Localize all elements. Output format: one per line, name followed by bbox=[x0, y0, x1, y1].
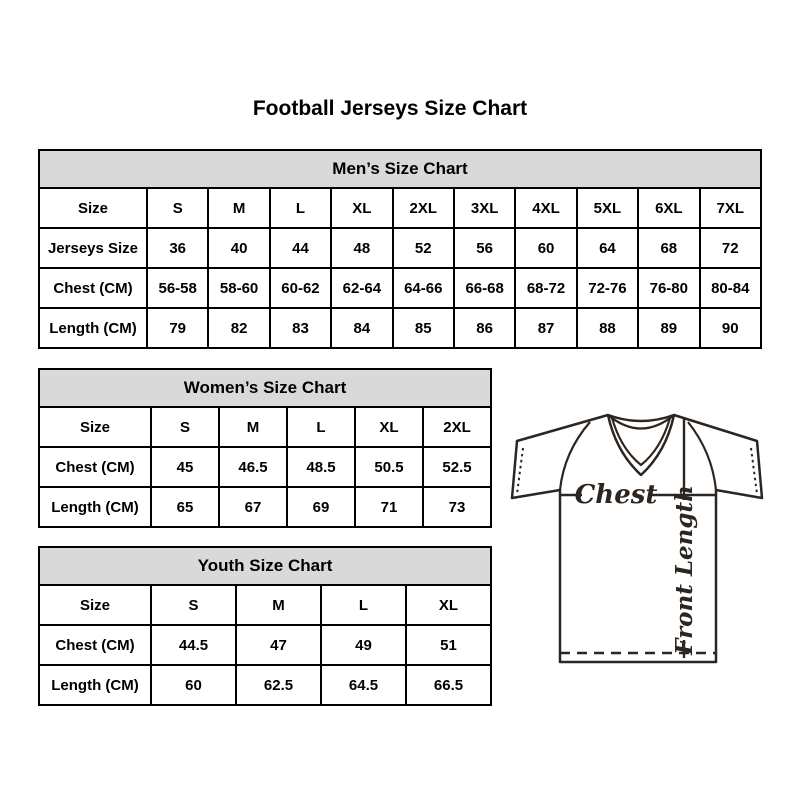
table-title: Youth Size Chart bbox=[39, 547, 491, 585]
cell-value: 73 bbox=[423, 487, 491, 527]
cell-value: 7XL bbox=[700, 188, 761, 228]
cell-value: 62-64 bbox=[331, 268, 392, 308]
cell-value: 58-60 bbox=[208, 268, 269, 308]
mens-size-table bbox=[38, 149, 762, 349]
row-label: Chest (CM) bbox=[39, 268, 147, 308]
cell-value: 5XL bbox=[577, 188, 638, 228]
cell-value: 60-62 bbox=[270, 268, 331, 308]
cell-value: 2XL bbox=[393, 188, 454, 228]
table-row bbox=[39, 625, 491, 665]
cell-value: M bbox=[219, 407, 287, 447]
cell-value: 47 bbox=[236, 625, 321, 665]
cell-value: L bbox=[321, 585, 406, 625]
cell-value: S bbox=[151, 407, 219, 447]
cell-value: 79 bbox=[147, 308, 208, 348]
cell-value: XL bbox=[331, 188, 392, 228]
womens-size-table bbox=[38, 368, 492, 528]
cell-value: 69 bbox=[287, 487, 355, 527]
row-label: Length (CM) bbox=[39, 308, 147, 348]
cell-value: 72 bbox=[700, 228, 761, 268]
cell-value: 65 bbox=[151, 487, 219, 527]
youth-size-table-grid bbox=[38, 546, 492, 706]
cell-value: M bbox=[236, 585, 321, 625]
table-row bbox=[39, 308, 761, 348]
mens-size-table-grid bbox=[38, 149, 762, 349]
womens-size-table-grid bbox=[38, 368, 492, 528]
cell-value: 45 bbox=[151, 447, 219, 487]
cell-value: S bbox=[151, 585, 236, 625]
cell-value: 90 bbox=[700, 308, 761, 348]
cell-value: 68 bbox=[638, 228, 699, 268]
row-label: Length (CM) bbox=[39, 487, 151, 527]
cell-value: 52.5 bbox=[423, 447, 491, 487]
table-title: Men’s Size Chart bbox=[39, 150, 761, 188]
chest-label: Chest bbox=[574, 480, 658, 510]
cell-value: 66.5 bbox=[406, 665, 491, 705]
cell-value: 6XL bbox=[638, 188, 699, 228]
cell-value: L bbox=[270, 188, 331, 228]
jersey-measurement-diagram bbox=[504, 402, 776, 694]
table-row bbox=[39, 487, 491, 527]
cell-value: 49 bbox=[321, 625, 406, 665]
table-title: Women’s Size Chart bbox=[39, 369, 491, 407]
table-row bbox=[39, 188, 761, 228]
cell-value: 62.5 bbox=[236, 665, 321, 705]
cell-value: M bbox=[208, 188, 269, 228]
table-row bbox=[39, 268, 761, 308]
cell-value: 3XL bbox=[454, 188, 515, 228]
cell-value: 67 bbox=[219, 487, 287, 527]
cell-value: 56-58 bbox=[147, 268, 208, 308]
cell-value: 76-80 bbox=[638, 268, 699, 308]
cell-value: 50.5 bbox=[355, 447, 423, 487]
front-length-label: Front Length bbox=[671, 485, 698, 655]
cell-value: 2XL bbox=[423, 407, 491, 447]
row-label: Chest (CM) bbox=[39, 447, 151, 487]
cell-value: 89 bbox=[638, 308, 699, 348]
cell-value: 4XL bbox=[515, 188, 576, 228]
cell-value: 82 bbox=[208, 308, 269, 348]
table-row bbox=[39, 228, 761, 268]
cell-value: 87 bbox=[515, 308, 576, 348]
cell-value: XL bbox=[406, 585, 491, 625]
cell-value: 56 bbox=[454, 228, 515, 268]
youth-size-table bbox=[38, 546, 492, 706]
cell-value: 64.5 bbox=[321, 665, 406, 705]
cell-value: 52 bbox=[393, 228, 454, 268]
cell-value: 72-76 bbox=[577, 268, 638, 308]
cell-value: 51 bbox=[406, 625, 491, 665]
cell-value: 40 bbox=[208, 228, 269, 268]
cell-value: L bbox=[287, 407, 355, 447]
row-label: Chest (CM) bbox=[39, 625, 151, 665]
row-label: Length (CM) bbox=[39, 665, 151, 705]
cell-value: 83 bbox=[270, 308, 331, 348]
cell-value: 36 bbox=[147, 228, 208, 268]
cell-value: 60 bbox=[515, 228, 576, 268]
table-row bbox=[39, 447, 491, 487]
table-header-row bbox=[39, 369, 491, 407]
table-row bbox=[39, 665, 491, 705]
table-row bbox=[39, 407, 491, 447]
cell-value: 64 bbox=[577, 228, 638, 268]
table-header-row bbox=[39, 150, 761, 188]
row-label: Size bbox=[39, 585, 151, 625]
cell-value: 68-72 bbox=[515, 268, 576, 308]
cell-value: 46.5 bbox=[219, 447, 287, 487]
cell-value: 85 bbox=[393, 308, 454, 348]
cell-value: 80-84 bbox=[700, 268, 761, 308]
cell-value: 44.5 bbox=[151, 625, 236, 665]
cell-value: 48 bbox=[331, 228, 392, 268]
cell-value: 44 bbox=[270, 228, 331, 268]
page-title: Football Jerseys Size Chart bbox=[252, 97, 528, 120]
cell-value: 64-66 bbox=[393, 268, 454, 308]
row-label: Size bbox=[39, 188, 147, 228]
cell-value: 48.5 bbox=[287, 447, 355, 487]
row-label: Size bbox=[39, 407, 151, 447]
cell-value: 84 bbox=[331, 308, 392, 348]
cell-value: XL bbox=[355, 407, 423, 447]
table-header-row bbox=[39, 547, 491, 585]
cell-value: 88 bbox=[577, 308, 638, 348]
cell-value: 71 bbox=[355, 487, 423, 527]
cell-value: S bbox=[147, 188, 208, 228]
cell-value: 66-68 bbox=[454, 268, 515, 308]
cell-value: 60 bbox=[151, 665, 236, 705]
cell-value: 86 bbox=[454, 308, 515, 348]
row-label: Jerseys Size bbox=[39, 228, 147, 268]
jersey-outline-shape bbox=[512, 415, 762, 662]
table-row bbox=[39, 585, 491, 625]
